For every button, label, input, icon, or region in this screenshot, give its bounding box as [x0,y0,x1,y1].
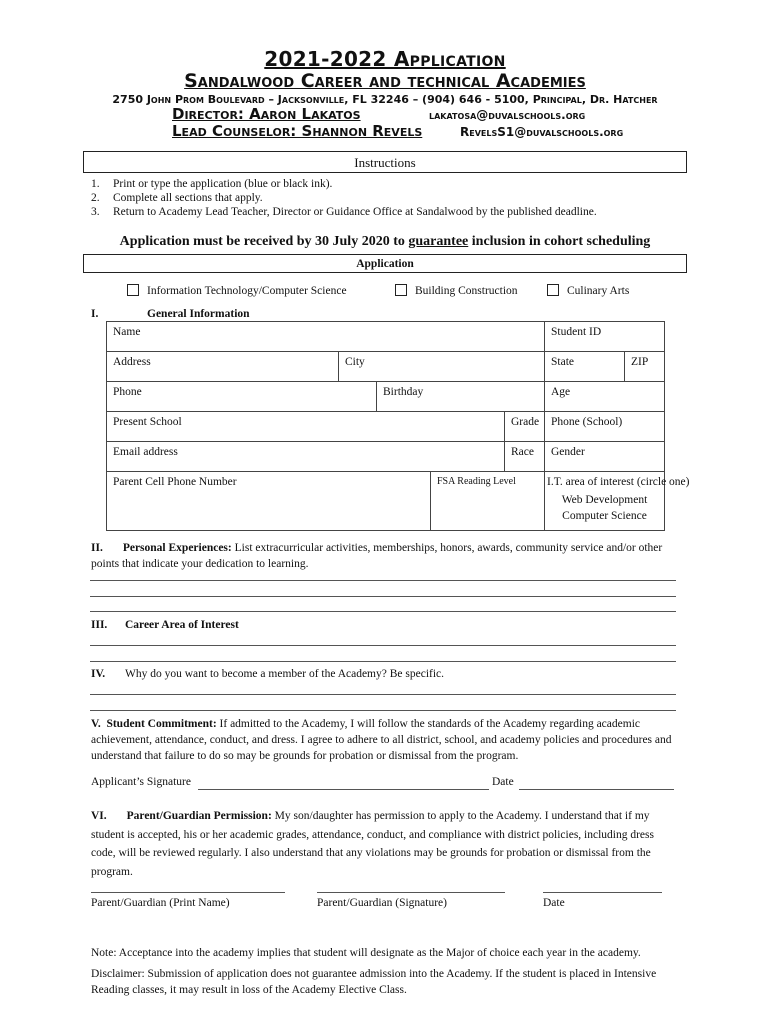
section-number: IV. [91,668,106,680]
address-field[interactable]: Address [107,352,339,382]
disclaimer: Disclaimer: Submission of application does not guarantee admission into the Academy. If the student is placed in Intensive Reading classes, it may result in loss of the Academy Elective Class. [91,968,657,996]
section-5-paragraph [91,716,681,764]
parent-signature-line[interactable] [317,892,505,893]
section-title: Personal Experiences: [122,542,232,554]
application-heading: Application [83,254,687,273]
counselor-name: Lead Counselor: Shannon Revels [172,122,423,140]
answer-line[interactable] [90,611,676,612]
applicant-signature-line[interactable] [198,789,489,790]
director-name: Director: Aaron Lakatos [172,105,361,123]
answer-line[interactable] [90,710,676,711]
answer-line[interactable] [90,596,676,597]
section-number: III. [91,619,108,631]
checkbox[interactable] [547,284,559,296]
program-label: Building Construction [415,285,518,297]
section-number: V. [91,718,101,730]
it-area-label: I.T. area of interest (circle one) [547,476,690,488]
instructions-heading: Instructions [83,151,687,173]
deadline-text-end: inclusion in cohort scheduling [468,234,651,249]
it-option-web[interactable]: Web Development [561,494,648,506]
instruction-number: 1. [91,178,100,190]
section-number: VI. [91,810,107,822]
phone-school-field[interactable]: Phone (School) [545,412,665,442]
parent-signature-label: Parent/Guardian (Signature) [317,897,447,909]
grade-field[interactable]: Grade [505,412,545,442]
section-title: Student Commitment: [106,718,217,730]
section-number: I. [91,308,99,320]
parent-print-name-line[interactable] [91,892,285,893]
instruction-number: 3. [91,206,100,218]
section-title: Career Area of Interest [125,619,239,631]
answer-line[interactable] [90,694,676,695]
applicant-date-line[interactable] [519,789,674,790]
answer-line[interactable] [90,661,676,662]
checkbox[interactable] [127,284,139,296]
section-title: General Information [147,308,250,320]
deadline-text: Application must be received by 30 July 2020 to [119,234,409,249]
instruction-item: Complete all sections that apply. [113,192,263,204]
section-text: If admitted to the Academy, I will follow the standards of the Academy regarding academic achievement, attendance, conduct, and dress. I agree to adhere to all district, school, and academy policies and procedures and understand that failure to do so may be grounds for probation or dismissal from the program. [91,718,672,762]
program-option-construction[interactable] [395,284,518,297]
section-2-paragraph [91,540,681,572]
program-label: Information Technology/Computer Science [147,285,347,297]
checkbox[interactable] [395,284,407,296]
parent-date-line[interactable] [543,892,662,893]
applicant-signature-label: Applicant’s Signature [91,776,191,788]
section-number: II. [91,542,103,554]
acceptance-note: Note: Acceptance into the academy implies that student will designate as the Major of choice each year in the academy. [91,947,641,959]
parent-date-label: Date [543,897,565,909]
zip-field[interactable]: ZIP [625,352,665,382]
director-email: lakatosa@duvalschools.org [429,108,586,122]
present-school-field[interactable]: Present School [107,412,505,442]
section-6-paragraph [91,807,681,881]
it-option-cs[interactable]: Computer Science [562,510,647,522]
form-title: 2021-2022 Application [264,47,506,71]
instruction-item: Print or type the application (blue or black ink). [113,178,333,190]
school-address: 2750 John Prom Boulevard – Jacksonville, FL 32246 – (904) 646 - 5100, Principal, Dr. Hatcher [112,93,658,106]
section-text: Why do you want to become a member of the Academy? Be specific. [125,668,445,680]
deadline-emphasis: guarantee [408,234,469,249]
fsa-reading-field[interactable]: FSA Reading Level [431,472,545,531]
program-option-it[interactable] [127,284,347,297]
answer-line[interactable] [90,645,676,646]
it-area-cell [545,472,690,531]
program-option-culinary[interactable] [547,284,629,297]
counselor-email: RevelsS1@duvalschools.org [460,125,624,139]
age-field[interactable]: Age [545,382,665,412]
general-info-table [106,321,690,531]
program-label: Culinary Arts [567,285,630,297]
email-field[interactable]: Email address [107,442,505,472]
section-text: List extracurricular activities, memberships, honors, awards, community service and/or other points that indicate your dedication to learning. [91,542,663,570]
phone-field[interactable]: Phone [107,382,377,412]
answer-line[interactable] [90,580,676,581]
applicant-date-label: Date [492,776,514,788]
school-name: Sandalwood Career and technical Academies [184,70,586,92]
section-text: My son/daughter has permission to apply to the Academy. I understand that if my student is accepted, his or her academic grades, attendance, conduct, and compliance with district policies, including dress code, will be reviewed regularly. I also understand that any violations may be grounds for probation or dismissal from the program. [91,810,654,878]
student-id-field[interactable]: Student ID [545,322,665,352]
birthday-field[interactable]: Birthday [377,382,545,412]
parent-cell-field[interactable]: Parent Cell Phone Number [107,472,431,531]
section-title: Parent/Guardian Permission: [126,810,272,822]
name-field[interactable]: Name [107,322,545,352]
instruction-item: Return to Academy Lead Teacher, Director or Guidance Office at Sandalwood by the published deadline. [113,206,597,218]
instruction-number: 2. [91,192,100,204]
state-field[interactable]: State [545,352,625,382]
race-field[interactable]: Race [505,442,545,472]
gender-field[interactable]: Gender [545,442,665,472]
deadline-notice [0,234,770,250]
city-field[interactable]: City [339,352,545,382]
parent-print-name-label: Parent/Guardian (Print Name) [91,897,230,909]
